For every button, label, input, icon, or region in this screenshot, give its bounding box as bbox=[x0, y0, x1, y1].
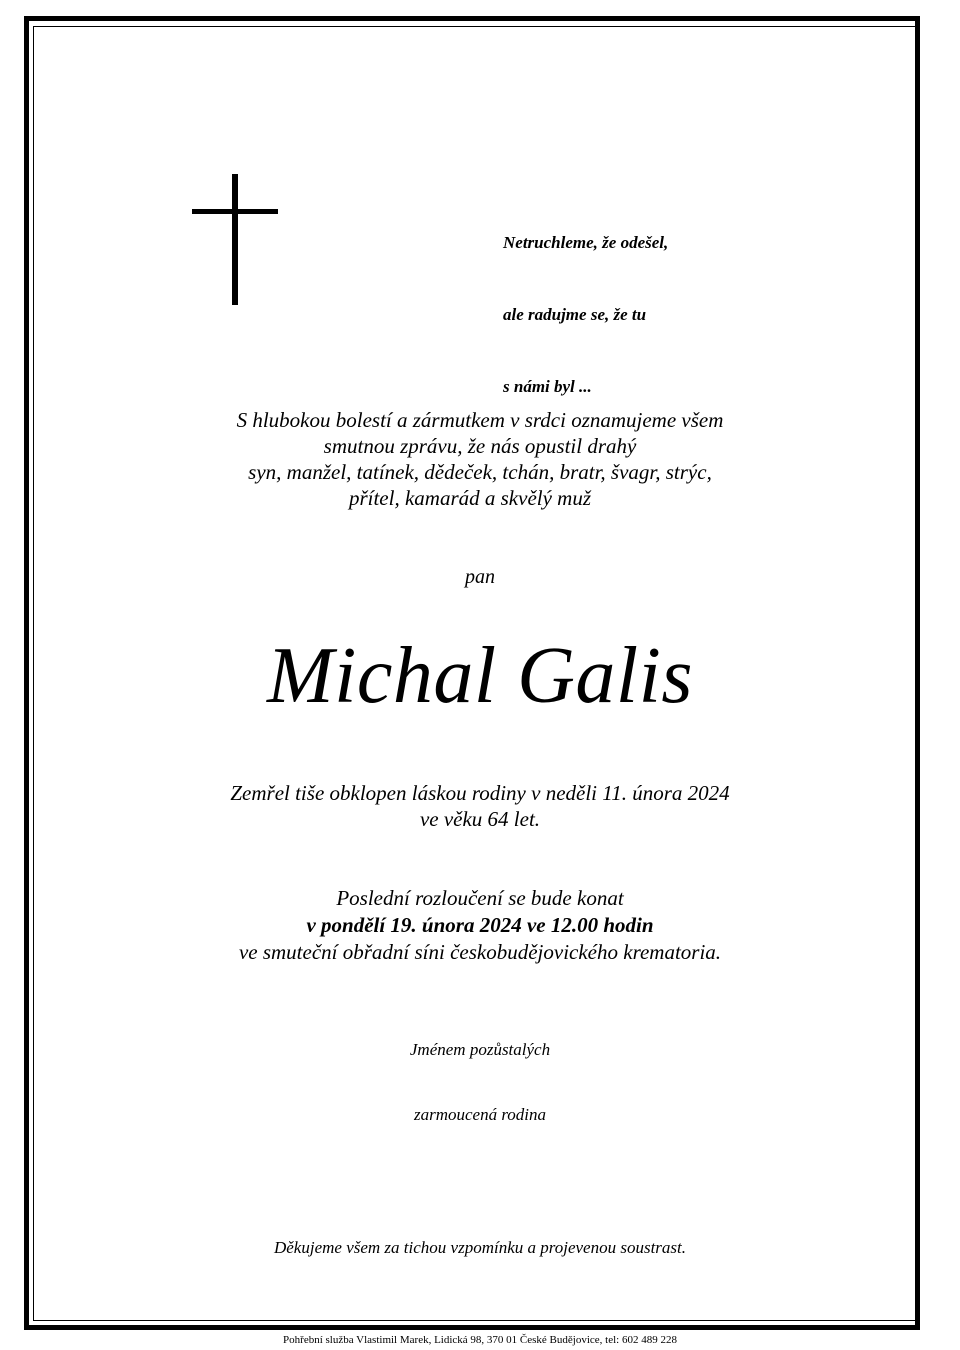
on-behalf: Jménem pozůstalých bbox=[409, 1040, 551, 1059]
deceased-name: Michal Galis bbox=[267, 632, 693, 720]
age-line: ve věku 64 let. bbox=[419, 807, 541, 831]
family-signature: zarmoucená rodina bbox=[413, 1105, 547, 1124]
announcement-line: S hlubokou bolestí a zármutkem v srdci oznamujeme všem bbox=[236, 408, 724, 432]
footer: Pohřební služba Vlastimil Marek, Lidická 98, 370 01 České Budějovice, tel: 602 489 228 bbox=[283, 1334, 677, 1346]
announcement-line: smutnou zprávu, že nás opustil drahý bbox=[323, 434, 637, 458]
farewell-date: v pondělí 19. února 2024 ve 12.00 hodin bbox=[306, 913, 654, 937]
motto-line: ale radujme se, že tu bbox=[503, 305, 647, 324]
death-date-line: Zemřel tiše obklopen láskou rodiny v neděli 11. února 2024 bbox=[230, 781, 730, 805]
announcement-line: přítel, kamarád a skvělý muž bbox=[348, 486, 592, 510]
motto-line: Netruchleme, že odešel, bbox=[503, 233, 669, 252]
announcement-line: syn, manžel, tatínek, dědeček, tchán, bratr, švagr, strýc, bbox=[248, 460, 712, 484]
motto-line: s námi byl ... bbox=[503, 377, 592, 396]
motto bbox=[503, 183, 668, 423]
announcement bbox=[0, 407, 960, 511]
farewell-place: ve smuteční obřadní síni českobudějovického krematoria. bbox=[238, 940, 722, 964]
thanks-line: Děkujeme všem za tichou vzpomínku a projevenou soustrast. bbox=[273, 1238, 686, 1257]
farewell-intro: Poslední rozloučení se bude konat bbox=[336, 886, 624, 910]
death-info bbox=[0, 780, 960, 832]
farewell-info bbox=[0, 885, 960, 966]
cross-icon bbox=[190, 174, 280, 306]
title-word: pan bbox=[465, 566, 495, 588]
